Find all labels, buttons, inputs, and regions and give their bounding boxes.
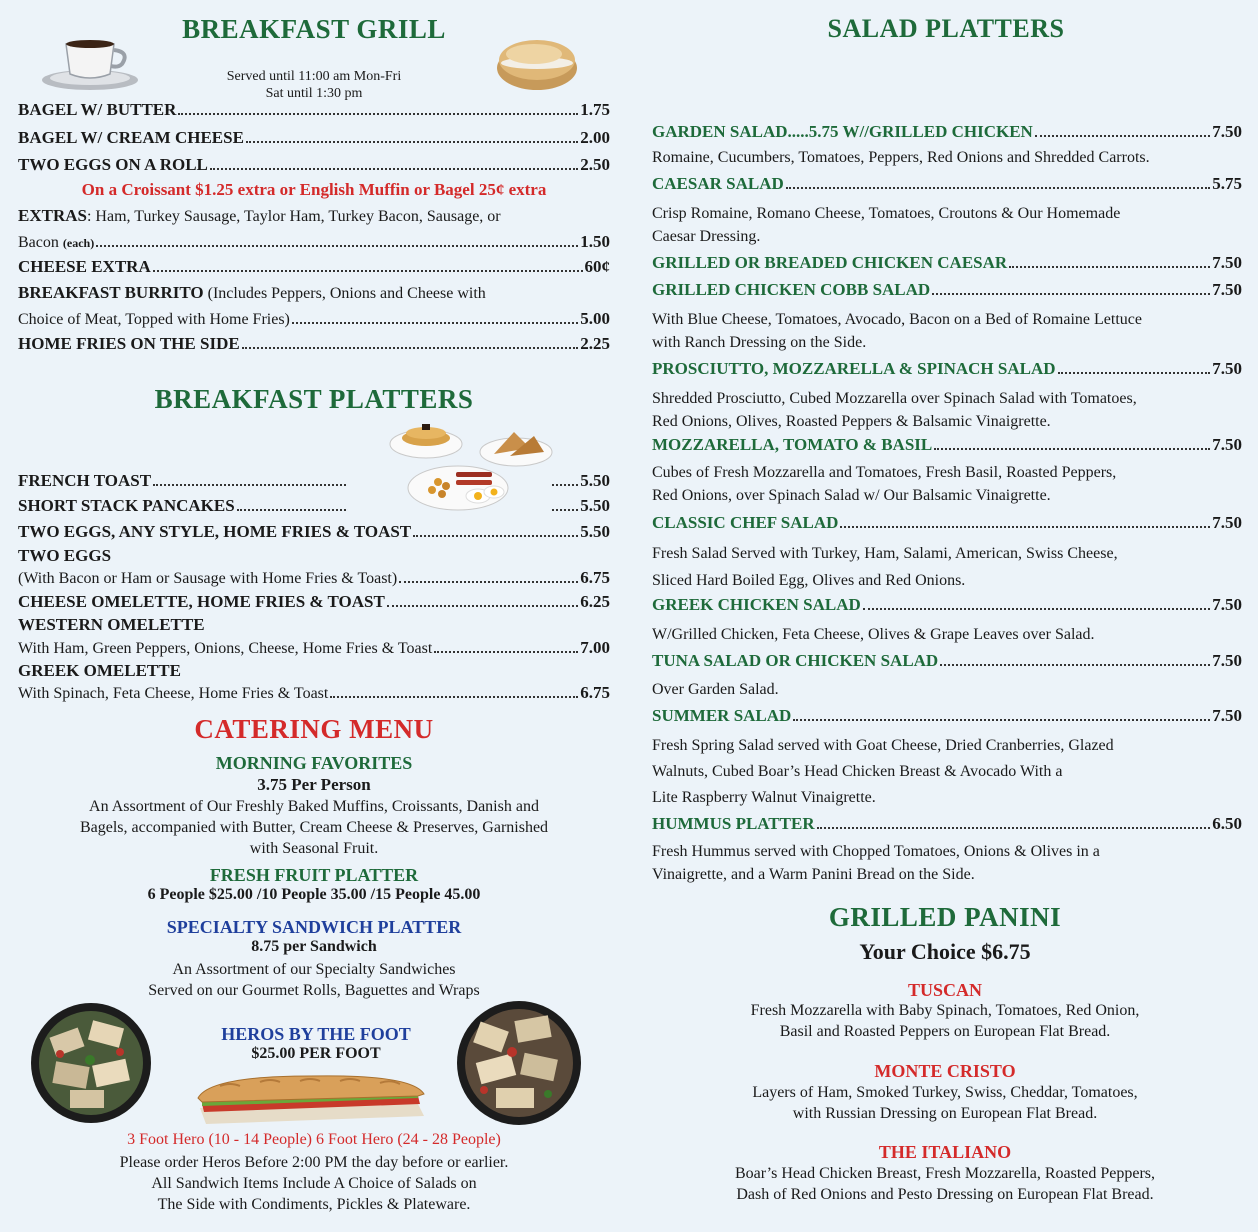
item-price: 2.50: [580, 155, 610, 174]
menu-item-home-fries: [18, 334, 610, 354]
salad-item-prosciutto: [652, 359, 1242, 379]
item-price: 7.50: [1212, 435, 1242, 454]
short-stack-price-row: [550, 496, 610, 516]
heros-note-2: All Sandwich Items Include A Choice of Salads on: [151, 1175, 477, 1192]
mozzarella-desc: [652, 461, 1116, 507]
sandwich-platter-title: SPECIALTY SANDWICH PLATTER: [166, 917, 462, 937]
item-price: 5.50: [580, 471, 610, 490]
salad-item-tuna-chicken: [652, 651, 1242, 671]
item-extra: .....5.75 W//GRILLED CHICKEN: [787, 122, 1033, 141]
served-hours: [16, 68, 612, 102]
extras-text: : Ham, Turkey Sausage, Taylor Ham, Turkey Bacon, Sausage, or: [86, 208, 501, 225]
burrito-desc-1: (Includes Peppers, Onions and Cheese with: [203, 285, 486, 302]
desc-line: Walnuts, Cubed Boar’s Head Chicken Breast & Avocado With a: [652, 763, 1063, 780]
hero-sandwich-icon: [190, 1068, 430, 1126]
desc-line: Boar’s Head Chicken Breast, Fresh Mozzarella, Roasted Peppers,: [734, 1165, 1156, 1182]
item-name: SHORT STACK PANCAKES: [18, 496, 235, 515]
burrito-name: BREAKFAST BURRITO: [18, 283, 204, 302]
desc-line: Fresh Salad Served with Turkey, Ham, Salami, American, Swiss Cheese,: [652, 545, 1118, 562]
item-price: 7.50: [1212, 253, 1242, 272]
fruit-platter-title: FRESH FRUIT PLATTER: [209, 865, 419, 885]
item-name: GRILLED CHICKEN COBB SALAD: [652, 280, 931, 299]
item-name: CAESAR SALAD: [652, 174, 784, 193]
item-name: SUMMER SALAD: [652, 706, 792, 725]
panini-price: Your Choice $6.75: [859, 939, 1031, 964]
desc-line: Basil and Roasted Peppers on European Flat Bread.: [779, 1023, 1111, 1040]
panini-tuscan-name: TUSCAN: [907, 980, 982, 1000]
panini-italiano-name: THE ITALIANO: [878, 1142, 1012, 1162]
menu-item-two-eggs-roll: [18, 155, 610, 175]
item-price: 6.75: [580, 568, 610, 587]
heros-note-1: Please order Heros Before 2:00 PM the day before or earlier.: [119, 1154, 509, 1171]
morning-desc-1: An Assortment of Our Freshly Baked Muffins, Croissants, Danish and: [89, 798, 539, 815]
morning-desc-2: Bagels, accompanied with Butter, Cream Cheese & Preserves, Garnished: [79, 819, 549, 836]
extras-price: 1.50: [580, 232, 610, 251]
desc-line: Sliced Hard Boiled Egg, Olives and Red Onions.: [652, 572, 966, 589]
heros-note-3: The Side with Condiments, Pickles & Plateware.: [157, 1196, 471, 1213]
item-name: TWO EGGS, ANY STYLE, HOME FRIES & TOAST: [18, 522, 412, 541]
item-price: 5.50: [580, 496, 610, 515]
menu-item-two-eggs-any: [18, 522, 610, 542]
item-name: BAGEL W/ CREAM CHEESE: [18, 128, 244, 147]
desc-line: Red Onions, Olives, Roasted Peppers & Balsamic Vinaigrette.: [652, 413, 1051, 430]
desc-line: Caesar Dressing.: [652, 228, 761, 245]
menu-item-two-eggs: TWO EGGS: [18, 546, 112, 565]
panini-tuscan-desc: [650, 1000, 1240, 1042]
sandwich-desc-2: Served on our Gourmet Rolls, Baguettes and Wraps: [148, 982, 480, 999]
sandwich-platter-photo-right: [456, 1000, 582, 1126]
burrito-line-2: [18, 309, 610, 329]
salad-item-mozzarella-tomato-basil: [652, 435, 1242, 455]
item-price: 60¢: [584, 257, 610, 276]
burrito-price: 5.00: [580, 309, 610, 328]
item-price: 7.50: [1212, 513, 1242, 532]
item-price: 2.25: [580, 334, 610, 353]
morning-favorites-title: MORNING FAVORITES: [215, 753, 413, 773]
item-name: GARDEN SALAD: [652, 122, 788, 141]
extras-each: (each): [62, 236, 95, 250]
desc-line: Fresh Mozzarella with Baby Spinach, Tomatoes, Red Onion,: [750, 1002, 1140, 1019]
heros-price: $25.00 PER FOOT: [251, 1045, 381, 1062]
served-line-1: Served until 11:00 am Mon-Fri: [226, 69, 402, 84]
summer-desc: [652, 733, 1114, 811]
item-price: 7.50: [1212, 595, 1242, 614]
menu-item-short-stack: [18, 496, 348, 516]
item-desc: (With Bacon or Ham or Sausage with Home Fries & Toast): [18, 570, 398, 587]
desc-line: Shredded Prosciutto, Cubed Mozzarella over Spinach Salad with Tomatoes,: [652, 390, 1137, 407]
heros-title: HEROS BY THE FOOT: [221, 1024, 411, 1044]
sandwich-platter-price: 8.75 per Sandwich: [251, 938, 377, 955]
item-price: 7.50: [1212, 280, 1242, 299]
tuna-desc: Over Garden Salad.: [652, 681, 779, 698]
salad-platters-title: SALAD PLATTERS: [827, 14, 1065, 43]
panini-italiano-desc: [650, 1163, 1240, 1205]
salad-item-classic-chef: [652, 513, 1242, 533]
desc-line: Fresh Hummus served with Chopped Tomatoes, Onions & Olives in a: [652, 843, 1100, 860]
menu-item-french-toast: [18, 471, 348, 491]
garden-desc: Romaine, Cucumbers, Tomatoes, Peppers, Red Onions and Shredded Carrots.: [652, 149, 1150, 166]
cobb-desc: [652, 308, 1142, 354]
heros-sizes: 3 Foot Hero (10 - 14 People) 6 Foot Hero (24 - 28 People): [127, 1131, 501, 1148]
item-price: 7.00: [580, 638, 610, 657]
sandwich-platter-desc: [16, 959, 612, 1001]
item-name: MOZZARELLA, TOMATO & BASIL: [652, 435, 933, 454]
item-price: 5.75: [1212, 174, 1242, 193]
prosciutto-desc: [652, 387, 1137, 433]
chef-desc: [652, 540, 1118, 594]
desc-line: Dash of Red Onions and Pesto Dressing on European Flat Bread.: [736, 1186, 1154, 1203]
morning-favorites-price: 3.75 Per Person: [257, 775, 371, 794]
greek-desc-row: [18, 683, 610, 703]
desc-line: Fresh Spring Salad served with Goat Cheese, Dried Cranberries, Glazed: [652, 737, 1114, 754]
breakfast-plate-icon: [386, 418, 566, 514]
item-price: 7.50: [1212, 651, 1242, 670]
item-price: 6.25: [580, 592, 610, 611]
extras-line: [18, 206, 610, 226]
item-name: GRILLED OR BREADED CHICKEN CAESAR: [652, 253, 1008, 272]
item-name: PROSCIUTTO, MOZZARELLA & SPINACH SALAD: [652, 359, 1056, 378]
item-name: FRENCH TOAST: [18, 471, 152, 490]
caesar-desc: [652, 202, 1120, 248]
item-price: 1.75: [580, 100, 610, 119]
menu-item-bagel-butter: [18, 100, 610, 120]
desc-line: with Ranch Dressing on the Side.: [652, 334, 867, 351]
item-name: TWO EGGS ON A ROLL: [18, 155, 208, 174]
fruit-platter-price: 6 People $25.00 /10 People 35.00 /15 People 45.00: [147, 886, 481, 903]
item-price: 7.50: [1212, 122, 1242, 141]
morning-favorites-desc: [16, 796, 612, 859]
item-price: 2.00: [580, 128, 610, 147]
desc-line: Cubes of Fresh Mozzarella and Tomatoes, Fresh Basil, Roasted Peppers,: [652, 464, 1117, 481]
greek-chicken-desc: W/Grilled Chicken, Feta Cheese, Olives & Grape Leaves over Salad.: [652, 626, 1095, 643]
item-price: 7.50: [1212, 359, 1242, 378]
panini-monte-cristo-desc: [650, 1082, 1240, 1124]
item-price: 7.50: [1212, 706, 1242, 725]
desc-line: Lite Raspberry Walnut Vinaigrette.: [652, 789, 876, 806]
item-name: CHEESE OMELETTE, HOME FRIES & TOAST: [18, 592, 385, 611]
menu-item-bagel-cream-cheese: [18, 128, 610, 148]
item-name: TUNA SALAD OR CHICKEN SALAD: [652, 651, 939, 670]
item-desc: With Ham, Green Peppers, Onions, Cheese, Home Fries & Toast: [18, 640, 433, 657]
salad-item-chicken-caesar: [652, 253, 1242, 273]
two-eggs-desc-row: [18, 568, 610, 588]
morning-desc-3: with Seasonal Fruit.: [249, 840, 379, 857]
item-price: 6.50: [1212, 814, 1242, 833]
item-name: CHEESE EXTRA: [18, 257, 151, 276]
extras-label: EXTRAS: [18, 206, 87, 225]
western-desc-row: [18, 638, 610, 658]
item-price: 5.50: [580, 522, 610, 541]
panini-monte-cristo-name: MONTE CRISTO: [874, 1061, 1016, 1081]
item-name: HOME FRIES ON THE SIDE: [18, 334, 240, 353]
item-desc: With Spinach, Feta Cheese, Home Fries & Toast: [18, 685, 329, 702]
item-name: HUMMUS PLATTER: [652, 814, 815, 833]
desc-line: Layers of Ham, Smoked Turkey, Swiss, Cheddar, Tomatoes,: [752, 1084, 1138, 1101]
desc-line: Crisp Romaine, Romano Cheese, Tomatoes, Croutons & Our Homemade: [652, 205, 1121, 222]
desc-line: Vinaigrette, and a Warm Panini Bread on the Side.: [652, 866, 975, 883]
burrito-line-1: [18, 283, 610, 303]
croissant-note: On a Croissant $1.25 extra or English Muffin or Bagel 25¢ extra: [81, 180, 547, 199]
burrito-desc-2: Choice of Meat, Topped with Home Fries): [18, 311, 290, 328]
breakfast-platters-title: BREAKFAST PLATTERS: [154, 384, 474, 414]
item-price: 6.75: [580, 683, 610, 702]
french-toast-price-row: [550, 471, 610, 491]
menu-item-cheese-omelette: [18, 592, 610, 612]
catering-menu-title: CATERING MENU: [194, 714, 434, 744]
extras-text-2: Bacon: [18, 234, 59, 251]
heros-notes: [16, 1152, 612, 1215]
salad-item-garden: [652, 122, 1242, 142]
salad-item-cobb: [652, 280, 1242, 300]
sandwich-platter-photo-left: [30, 1002, 152, 1124]
breakfast-grill-title: BREAKFAST GRILL: [182, 14, 446, 44]
item-name: BAGEL W/ BUTTER: [18, 100, 177, 119]
menu-item-western-omelette: WESTERN OMELETTE: [18, 615, 205, 634]
salad-item-hummus: [652, 814, 1242, 834]
sandwich-desc-1: An Assortment of our Specialty Sandwiches: [172, 961, 456, 978]
grilled-panini-title: GRILLED PANINI: [828, 902, 1062, 932]
item-name: GREEK CHICKEN SALAD: [652, 595, 861, 614]
salad-item-greek-chicken: [652, 595, 1242, 615]
menu-item-greek-omelette: GREEK OMELETTE: [18, 661, 181, 680]
served-line-2: Sat until 1:30 pm: [265, 86, 363, 101]
menu-item-cheese-extra: [18, 257, 610, 277]
salad-item-caesar: [652, 174, 1242, 194]
salad-item-summer: [652, 706, 1242, 726]
desc-line: with Russian Dressing on European Flat Bread.: [792, 1105, 1098, 1122]
item-name: CLASSIC CHEF SALAD: [652, 513, 839, 532]
desc-line: With Blue Cheese, Tomatoes, Avocado, Bacon on a Bed of Romaine Lettuce: [652, 311, 1142, 328]
hummus-desc: [652, 840, 1100, 886]
extras-price-row: [18, 232, 610, 252]
desc-line: Red Onions, over Spinach Salad w/ Our Balsamic Vinaigrette.: [652, 487, 1051, 504]
